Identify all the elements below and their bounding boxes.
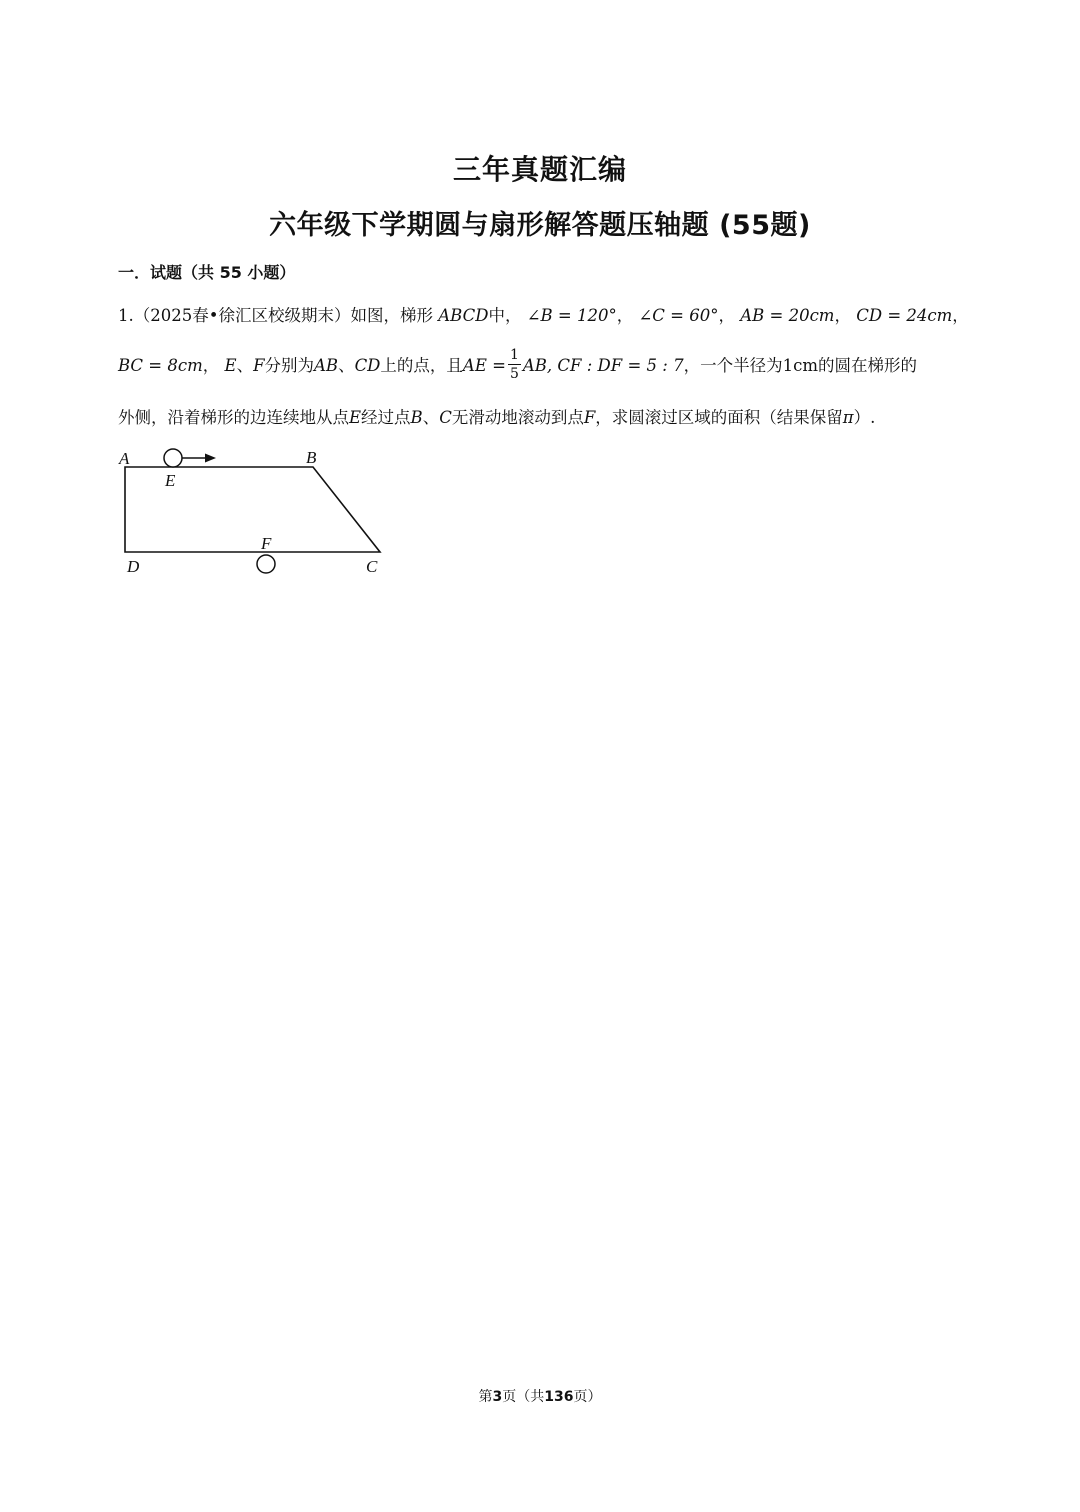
section-heading: 一．试题（共 55 小题） bbox=[118, 263, 296, 282]
text: 外侧，沿着梯形的边连续地从点 bbox=[118, 408, 349, 427]
total-pages: 136 bbox=[544, 1389, 574, 1405]
problem-number: 1. bbox=[118, 306, 134, 325]
math: B bbox=[410, 408, 423, 427]
text: 经过点 bbox=[361, 408, 411, 427]
math: E bbox=[349, 408, 362, 427]
fraction-one-fifth bbox=[508, 348, 521, 381]
text: 的圆在梯形的 bbox=[817, 356, 917, 375]
problem-line-2 bbox=[118, 347, 917, 383]
text: ，一个半径为 bbox=[683, 356, 783, 375]
label-d: D bbox=[127, 557, 140, 576]
fraction-denominator: 5 bbox=[509, 366, 519, 382]
problem-line-3 bbox=[118, 404, 875, 428]
text: ， bbox=[616, 306, 634, 325]
footer-text: 页（共 bbox=[502, 1389, 545, 1405]
footer-text: 第 bbox=[478, 1389, 493, 1405]
math: AB = 20cm bbox=[740, 306, 835, 325]
problem-source: （2025春•徐汇区校级期末） bbox=[133, 306, 351, 325]
math: E bbox=[224, 356, 237, 375]
label-c: C bbox=[366, 557, 378, 576]
math: ABCD bbox=[438, 306, 489, 325]
text: ， bbox=[952, 306, 969, 325]
label-e: E bbox=[165, 471, 176, 490]
text: 、 bbox=[236, 356, 254, 375]
trapezoid-abcd bbox=[125, 467, 380, 552]
arrow-head-icon bbox=[205, 454, 216, 463]
math: AB bbox=[314, 356, 339, 375]
label-a: A bbox=[119, 449, 130, 468]
math: CD bbox=[354, 356, 381, 375]
math: 1cm bbox=[782, 356, 818, 375]
document-subtitle: 六年级下学期圆与扇形解答题压轴题 (55题) bbox=[269, 210, 811, 241]
math: CD = 24cm bbox=[856, 306, 953, 325]
text: ）. bbox=[853, 408, 876, 427]
circle-at-f bbox=[257, 555, 275, 573]
text: 分别为 bbox=[264, 356, 315, 375]
footer-text: 页） bbox=[573, 1389, 602, 1405]
problem-line-1 bbox=[118, 302, 969, 326]
text: 、 bbox=[422, 408, 440, 427]
page-footer bbox=[0, 1386, 1080, 1406]
fraction-numerator: 1 bbox=[509, 347, 519, 363]
trapezoid-figure bbox=[108, 440, 408, 585]
math: F bbox=[253, 356, 265, 375]
math: ∠B = 120° bbox=[526, 306, 617, 325]
math: π bbox=[842, 408, 854, 427]
text: 无滑动地滚动到点 bbox=[451, 408, 584, 427]
math: BC = 8cm bbox=[118, 356, 203, 375]
math: C bbox=[439, 408, 452, 427]
rolling-circle-at-e bbox=[164, 449, 182, 467]
math: F bbox=[583, 408, 596, 427]
label-b: B bbox=[306, 448, 317, 467]
text: ， bbox=[202, 356, 220, 375]
math: AB, CF : DF = 5 : 7 bbox=[522, 356, 684, 375]
text: 、 bbox=[338, 356, 355, 375]
page-number: 3 bbox=[492, 1389, 503, 1405]
text: ， bbox=[834, 306, 851, 325]
text: ， bbox=[718, 306, 735, 325]
label-f: F bbox=[261, 534, 272, 553]
document-title: 三年真题汇编 bbox=[452, 153, 627, 186]
text: 中， bbox=[488, 306, 522, 325]
text: 上的点，且 bbox=[380, 356, 463, 375]
text: 如图，梯形 bbox=[350, 306, 433, 325]
text: ，求圆滚过区域的面积（结果保留 bbox=[595, 408, 843, 427]
math: ∠C = 60° bbox=[638, 306, 719, 325]
math: AE = bbox=[462, 356, 506, 375]
